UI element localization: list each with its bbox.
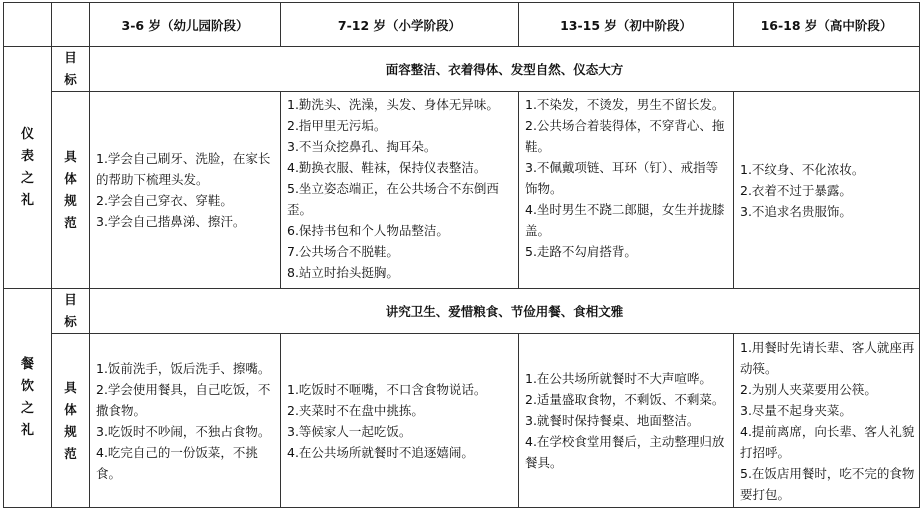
- list-item: 4.吃完自己的一份饭菜，不挑食。: [96, 444, 258, 481]
- goal-label: 目标: [64, 50, 77, 87]
- spec-label: 具体规范: [64, 149, 77, 230]
- list-item: 1.不纹身、不化浓妆。: [740, 161, 865, 177]
- header-row: [4, 3, 920, 47]
- spec-cell-primary: [281, 334, 519, 508]
- section-spec-row: [4, 92, 920, 289]
- section-spec-row: [4, 334, 920, 508]
- spec-cell-senior-high: [734, 334, 920, 508]
- corner-cell: [52, 3, 90, 47]
- spec-cell-primary: [281, 92, 519, 289]
- list-item: 1.勤洗头、洗澡，头发、身体无异味。: [287, 97, 499, 112]
- spec-label-cell: [52, 92, 90, 289]
- list-item: 1.吃饭时不咂嘴，不口含食物说话。: [287, 381, 487, 397]
- list-item: 2.公共场合着装得体，不穿背心、拖鞋。: [525, 118, 725, 154]
- spec-cell-junior-high: [519, 334, 734, 508]
- list-item: 3.就餐时保持餐桌、地面整洁。: [525, 413, 700, 428]
- section-goal-row: [4, 289, 920, 334]
- list-item: 3.学会自己揩鼻涕、擦汗。: [96, 214, 246, 229]
- spec-cell-kindergarten: [90, 334, 281, 508]
- spec-cell-kindergarten: [90, 92, 281, 289]
- spec-label: 具体规范: [64, 379, 77, 461]
- list-item: 7.公共场合不脱鞋。: [287, 244, 399, 259]
- header-junior-high: 13-15 岁（初中阶段）: [519, 3, 734, 47]
- list-item: 1.不染发，不烫发，男生不留长发。: [525, 97, 725, 112]
- list-item: 5.在饭店用餐时，吃不完的食物要打包。: [740, 465, 915, 502]
- category-label: 餐饮之礼: [20, 357, 34, 438]
- header-kindergarten: 3-6 岁（幼儿园阶段）: [90, 3, 281, 47]
- list-item: 2.夹菜时不在盘中挑拣。: [287, 402, 424, 418]
- list-item: 6.保持书包和个人物品整洁。: [287, 223, 449, 238]
- list-item: 5.走路不勾肩搭背。: [525, 244, 637, 259]
- list-item: 8.站立时抬头挺胸。: [287, 265, 399, 280]
- category-label: 仪表之礼: [20, 126, 34, 208]
- list-item: 3.吃饭时不吵闹，不独占食物。: [96, 423, 271, 439]
- etiquette-table: [3, 2, 920, 508]
- spec-cell-senior-high: [734, 92, 920, 289]
- list-item: 2.指甲里无污垢。: [287, 118, 387, 133]
- list-item: 1.在公共场所就餐时不大声喧哗。: [525, 371, 712, 386]
- list-item: 1.学会自己刷牙、洗脸，在家长的帮助下梳理头发。: [96, 151, 271, 187]
- goal-label: 目标: [64, 292, 77, 329]
- list-item: 2.衣着不过于暴露。: [740, 182, 852, 198]
- goal-label-cell: [52, 289, 90, 334]
- list-item: 2.学会自己穿衣、穿鞋。: [96, 193, 233, 208]
- list-item: 3.不佩戴项链、耳环（钉）、戒指等饰物。: [525, 160, 719, 196]
- list-item: 3.不当众挖鼻孔、掏耳朵。: [287, 139, 437, 154]
- category-cell: [4, 47, 52, 289]
- list-item: 1.用餐时先请长辈、客人就座再动筷。: [740, 339, 915, 376]
- list-item: 1.饭前洗手，饭后洗手、擦嘴。: [96, 360, 271, 376]
- list-item: 2.学会使用餐具，自己吃饭，不撒食物。: [96, 381, 271, 418]
- list-item: 4.提前离席，向长辈、客人礼貌打招呼。: [740, 423, 915, 460]
- list-item: 2.为别人夹菜要用公筷。: [740, 381, 877, 397]
- list-item: 3.尽量不起身夹菜。: [740, 402, 852, 418]
- header-senior-high: 16-18 岁（高中阶段）: [734, 3, 920, 47]
- list-item: 2.适量盛取食物，不剩饭、不剩菜。: [525, 392, 725, 407]
- list-item: 5.坐立姿态端正，在公共场合不东倒西歪。: [287, 181, 499, 217]
- list-item: 4.坐时男生不跷二郎腿，女生并拢膝盖。: [525, 202, 725, 238]
- category-cell: [4, 289, 52, 508]
- spec-label-cell: [52, 334, 90, 508]
- list-item: 4.在公共场所就餐时不追逐嬉闹。: [287, 444, 474, 460]
- list-item: 3.不追求名贵服饰。: [740, 203, 852, 219]
- list-item: 3.等候家人一起吃饭。: [287, 423, 412, 439]
- corner-cell: [4, 3, 52, 47]
- spec-cell-junior-high: [519, 92, 734, 289]
- goal-text: 面容整洁、衣着得体、发型自然、仪态大方: [90, 47, 920, 92]
- goal-text: 讲究卫生、爱惜粮食、节俭用餐、食相文雅: [90, 289, 920, 334]
- list-item: 4.勤换衣服、鞋袜，保持仪表整洁。: [287, 160, 487, 175]
- list-item: 4.在学校食堂用餐后，主动整理归放餐具。: [525, 434, 725, 470]
- goal-label-cell: [52, 47, 90, 92]
- header-primary: 7-12 岁（小学阶段）: [281, 3, 519, 47]
- section-goal-row: [4, 47, 920, 92]
